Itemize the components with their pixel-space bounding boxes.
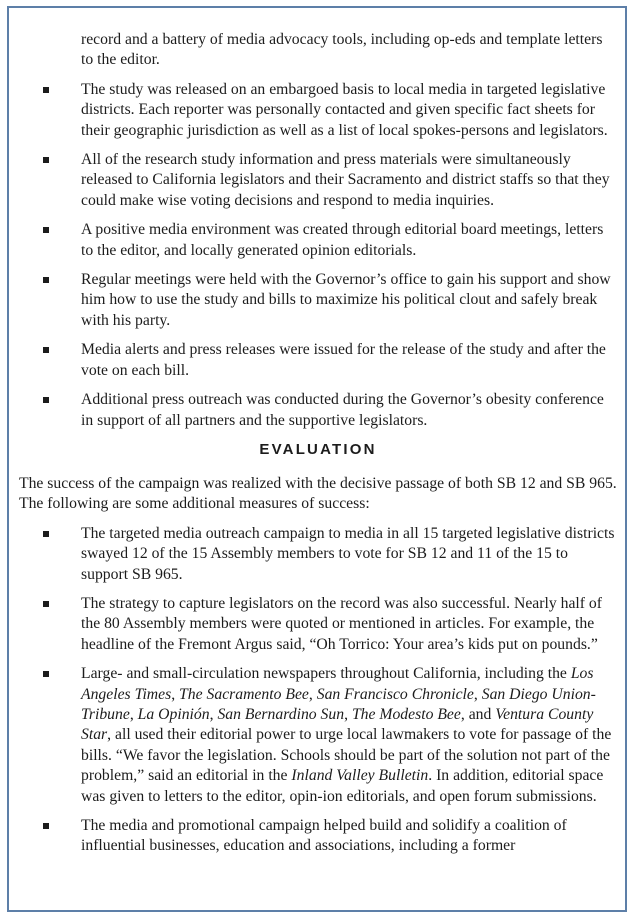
continuation-paragraph: record and a battery of media advocacy tools, including op-eds and template letters to the editor. xyxy=(81,31,603,69)
text-run: , xyxy=(171,685,180,703)
text-run: , xyxy=(129,705,138,723)
bullet-icon xyxy=(43,671,49,677)
list-item xyxy=(19,816,617,857)
bullet-text: Regular meetings were held with the Governor’s office to gain his support and show him how to use the study and bills to maximize his political clout and safely break with his party. xyxy=(81,271,611,329)
list-item xyxy=(19,390,617,431)
text-run: . In addition, editorial space was given to letters to the editor, opin-ion editorials, and open forum submissions. xyxy=(81,767,604,805)
bullet-text: The targeted media outreach campaign to media in all 15 targeted legislative districts swayed 12 of the 15 Assembly members to vote for SB 12 and 11 of the 15 to support SB 965. xyxy=(81,524,615,583)
document-content xyxy=(19,30,617,866)
bullet-text: Additional press outreach was conducted during the Governor’s obesity conference in support of all partners and the supportive legislators. xyxy=(81,391,604,429)
text-run: , xyxy=(209,705,218,723)
text-run: Large- and small-circulation newspapers throughout California, including the xyxy=(81,665,571,683)
section-heading: EVALUATION xyxy=(259,440,377,458)
evaluation-intro: The success of the campaign was realized with the decisive passage of both SB 12 and SB 965. The following are some additional measures of success: xyxy=(19,474,617,513)
text-run: , all used their editorial power to urge local lawmakers to vote for passage of the bills. “We favor the legislation. Schools should be part of the solution not part of the problem,” said an editorial in the xyxy=(81,726,612,785)
bullet-text: The strategy to capture legislators on the record was also successful. Nearly half of the 80 Assembly members were quoted or mentioned in articles. For example, the headline of the Fremont Argus said, “Oh Torrico: Your area’s kids put on pounds.” xyxy=(81,594,602,653)
evaluation-bullet-list xyxy=(19,524,617,857)
list-item xyxy=(19,150,617,211)
bullet-text: Media alerts and press releases were issued for the release of the study and after the vote on each bill. xyxy=(81,341,606,379)
publication-name: San Bernardino Sun xyxy=(217,705,345,723)
text-run: , xyxy=(308,685,317,703)
bullet-text-newspapers xyxy=(81,665,611,804)
bullet-icon xyxy=(43,277,49,283)
bullet-icon xyxy=(43,397,49,403)
bullet-icon xyxy=(43,227,49,233)
bullet-icon xyxy=(43,531,49,537)
publication-name: La Opinión xyxy=(137,705,210,723)
publication-name: Inland Valley Bulletin xyxy=(291,767,429,785)
list-item xyxy=(19,594,617,655)
list-item xyxy=(19,664,617,807)
publication-name: San Diego Union-Tribune xyxy=(81,685,596,723)
list-item xyxy=(19,270,617,331)
publication-name: Los Angeles Times xyxy=(81,665,594,703)
text-run: , and xyxy=(460,705,496,723)
publication-name: Ventura County Star xyxy=(81,705,594,744)
strategy-bullet-list xyxy=(19,80,617,431)
document-page xyxy=(7,6,627,912)
bullet-text: The media and promotional campaign helped build and solidify a coalition of influential businesses, education and associations, including a former xyxy=(81,817,567,855)
bullet-text: The study was released on an embargoed basis to local media in targeted legislative districts. Each reporter was personally contacted and given specific fact sheets for their geographic jurisdiction as well as a list of local spokes-persons and legislators. xyxy=(81,80,608,139)
bullet-icon xyxy=(43,157,49,163)
list-item xyxy=(19,524,617,585)
list-item xyxy=(19,80,617,141)
list-item xyxy=(19,340,617,381)
bullet-icon xyxy=(43,347,49,353)
text-run: , xyxy=(344,705,352,723)
bullet-icon xyxy=(43,823,49,829)
bullet-text: All of the research study information and press materials were simultaneously released to California legislators and their Sacramento and district staffs so that they could make wise voting decisions and respond to media inquiries. xyxy=(81,151,610,209)
bullet-icon xyxy=(43,87,49,93)
publication-name: San Francisco Chronicle xyxy=(316,685,474,703)
list-item xyxy=(19,220,617,261)
text-run: , xyxy=(473,685,482,703)
bullet-icon xyxy=(43,601,49,607)
publication-name: The Sacramento Bee xyxy=(179,685,309,703)
bullet-text: A positive media environment was created through editorial board meetings, letters to the editor, and locally generated opinion editorials. xyxy=(81,221,604,259)
publication-name: The Modesto Bee xyxy=(351,705,461,723)
